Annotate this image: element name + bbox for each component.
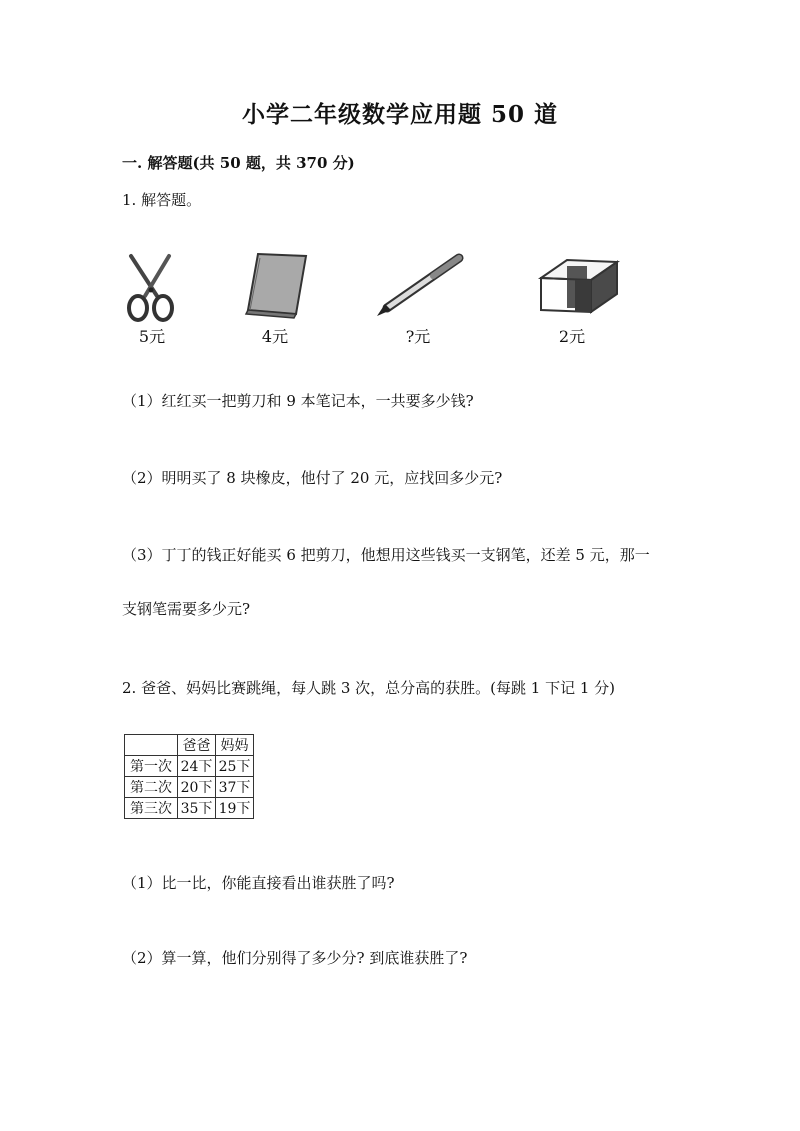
table-header-row (125, 735, 254, 756)
q1-sub2: （2）明明买了 8 块橡皮，他付了 20 元，应找回多少元? (122, 469, 503, 487)
q1-sub3-line1: （3）丁丁的钱正好能买 6 把剪刀，他想用这些钱买一支钢笔，还差 5 元，那一 (122, 546, 650, 564)
table-cell: 妈妈 (216, 735, 254, 756)
table-cell: 35下 (178, 798, 216, 819)
q2-stem: 2. 爸爸、妈妈比赛跳绳，每人跳 3 次，总分高的获胜。(每跳 1 下记 1 分) (122, 679, 616, 697)
item-pen (363, 250, 473, 350)
q2-sub2: （2）算一算，他们分别得了多少分? 到底谁获胜了? (122, 949, 468, 967)
pen-icon (363, 250, 473, 330)
item-scissors (97, 250, 207, 350)
section-heading: 一. 解答题(共 50 题，共 370 分) (122, 154, 355, 172)
q1-stem: 1. 解答题。 (122, 191, 202, 209)
price-items (0, 250, 800, 350)
table-cell: 20下 (178, 777, 216, 798)
table-row (125, 777, 254, 798)
table-row (125, 756, 254, 777)
page-title: 小学二年级数学应用题 50 道 (241, 101, 559, 128)
table-row (125, 798, 254, 819)
table-cell (125, 735, 178, 756)
q1-sub1: （1）红红买一把剪刀和 9 本笔记本，一共要多少钱? (122, 392, 474, 410)
item-eraser (517, 250, 627, 350)
notebook-icon (220, 250, 330, 330)
q2-sub1: （1）比一比，你能直接看出谁获胜了吗? (122, 874, 395, 892)
q1-sub3-line2: 支钢笔需要多少元? (122, 600, 251, 618)
table-cell: 37下 (216, 777, 254, 798)
eraser-icon (517, 250, 627, 330)
price-label: 2元 (558, 327, 586, 346)
table-cell: 25下 (216, 756, 254, 777)
table-cell: 爸爸 (178, 735, 216, 756)
scissors-icon (97, 250, 207, 330)
table-cell: 19下 (216, 798, 254, 819)
item-notebook (220, 250, 330, 350)
score-table (124, 734, 254, 819)
table-cell: 第一次 (125, 756, 178, 777)
price-label: 5元 (138, 327, 166, 346)
table-cell: 第三次 (125, 798, 178, 819)
price-label: ?元 (405, 327, 431, 346)
price-label: 4元 (261, 327, 289, 346)
table-cell: 第二次 (125, 777, 178, 798)
table-cell: 24下 (178, 756, 216, 777)
